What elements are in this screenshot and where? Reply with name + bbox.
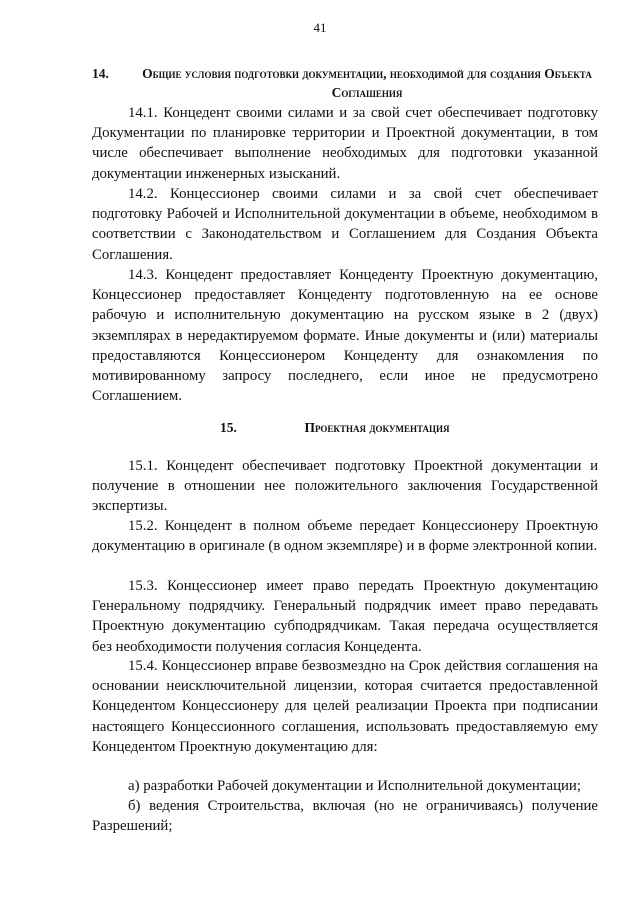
paragraph-15-2: 15.2. Концедент в полном объеме передает Концессионеру Проектную документацию в оригинале (в одном экземпляре) и в форме электронной копии. (92, 518, 598, 555)
section-title: Общие условия подготовки документации, необходимой для создания Объекта Соглашения (142, 66, 592, 100)
section-number: 15. (220, 420, 237, 435)
section-heading-15 (92, 418, 602, 437)
paragraph-14-3: 14.3. Концедент предоставляет Концеденту Проектную документацию, Концессионер предоставляет Концеденту подготовленную на ее основе рабочую и исполнительную документацию на русском языке в 2 (двух) экземплярах в нередактируемом формате. Иные документы и (или) материалы предоставляются Концессионером Концеденту для ознакомления по мотивированному запросу последнего, если иное не предусмотрено Соглашением. (92, 267, 598, 405)
section-heading-14 (92, 64, 602, 102)
section-number: 14. (92, 66, 109, 81)
section-title: Проектная документация (304, 420, 450, 435)
paragraph-14-2: 14.2. Концессионер своими силами и за свой счет обеспечивает подготовку Рабочей и Исполнительной документации в объеме, необходимом в соответствии с Законодательством и Соглашением для Создания Объекта Соглашения. (92, 186, 598, 263)
paragraph-15-3: 15.3. Концессионер имеет право передать Проектную документацию Генеральному подрядчику. Генеральный подрядчик имеет право передавать Проектную документацию субподрядчикам. Такая передача осуществляется без необходимости получения согласия Концедента. (92, 578, 598, 655)
list-item-a: а) разработки Рабочей документации и Исполнительной документации; (128, 778, 581, 794)
paragraph-14-1: 14.1. Концедент своими силами и за свой счет обеспечивает подготовку Документации по планировке территории и Проектной документации, в том числе обеспечивает выполнение необходимых для подготовки указанной документации инженерных изысканий. (92, 105, 598, 182)
list-item-b: б) ведения Строительства, включая (но не ограничиваясь) получение Разрешений; (92, 798, 598, 835)
paragraph-15-4: 15.4. Концессионер вправе безвозмездно на Срок действия соглашения на основании неисключительной лицензии, которая считается предоставленной Концедентом Концессионеру для целей реализации Проекта при подписании настоящего Концессионного соглашения, использовать предоставляемую ему Концедентом Проектную документацию для: (92, 658, 598, 755)
page-number: 41 (313, 20, 327, 35)
paragraph-15-1: 15.1. Концедент обеспечивает подготовку Проектной документации и получение в отношении нее положительного заключения Государственной экспертизы. (92, 458, 598, 515)
